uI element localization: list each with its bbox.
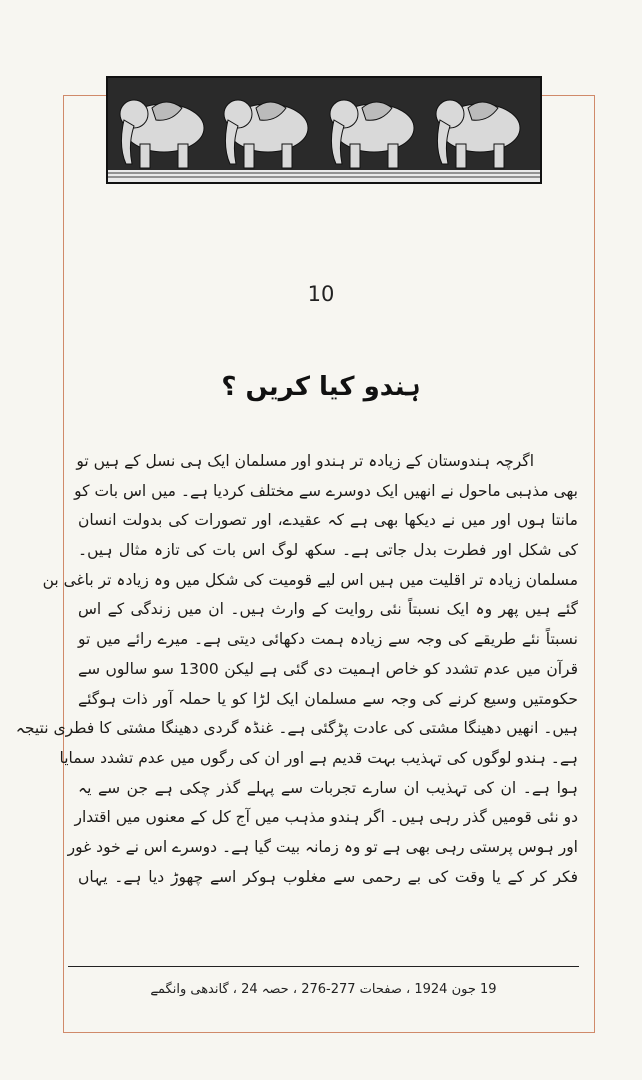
elephant-frieze-banner bbox=[106, 76, 542, 184]
footnote: 19 جون 1924 ، صفحات 277-276 ، حصہ 24 ، گاندھی وانگمے bbox=[150, 982, 497, 997]
text-line: ہے۔ ہندو لوگوں کی تہذیب بہت قدیم ہے اور ان کی رگوں میں عدم تشدد سمایا bbox=[59, 748, 578, 767]
chapter-title: ہندو کیا کریں ؟ bbox=[221, 372, 421, 402]
text-line: ہیں۔ انھیں دھینگا مشتی کی عادت پڑگئی ہے۔ غنڈہ گردی دھینگا مشتی کا فطری نتیجہ bbox=[15, 719, 578, 738]
text-line: قرآن میں عدم تشدد کو خاص اہمیت دی گئی ہے لیکن 1300 سو سالوں سے bbox=[78, 659, 578, 678]
text-line: نسبتاً نئے طریقے کی وجہ سے زیادہ ہمت دکھائی دیتی ہے۔ میرے رائے میں تو bbox=[78, 630, 578, 649]
text-line: مانتا ہوں اور میں نے دیکھا بھی ہے کہ عقیدے، اور تصورات کی بدولت انسان bbox=[78, 511, 578, 530]
text-line: گئے ہیں پھر وہ ایک نسبتاً نئی روایت کے وارث ہیں۔ ان میں زندگی کے اس bbox=[78, 600, 578, 619]
text-line: اور ہوس پرستی رہی بھی ہے تو وہ زمانہ بیت گیا ہے۔ دوسرے اس نے خود غور bbox=[67, 837, 578, 856]
text-line: کی شکل اور فطرت بدل جاتی ہے۔ سکھ لوگ اس بات کی تازہ مثال ہیں۔ bbox=[78, 541, 578, 560]
text-line: ہوا ہے۔ ان کی تہذیب ان سارے تجربات سے پہلے گذر چکی ہے جن سے یہ bbox=[78, 778, 578, 797]
body-text bbox=[15, 447, 578, 892]
text-line: بھی مذہبی ماحول نے انھیں ایک دوسرے سے مختلف کردیا ہے۔ میں اس بات کو bbox=[74, 481, 578, 500]
text-line: دو نئی قومیں گذر رہی ہیں۔ اگر ہندو مذہب میں آج کل کے معنوں میں اقتدار bbox=[74, 808, 578, 827]
elephant-frieze-image bbox=[108, 78, 540, 182]
text-line: حکومتیں وسیع کرنے کی وجہ سے مسلمان ایک لڑا کو یا حملہ آور ذات ہوگئے bbox=[78, 689, 578, 708]
text-line: فکر کر کے یا وقت کی بے رحمی سے مغلوب ہوکر اسے چھوڑ دیا ہے۔ یہاں bbox=[78, 867, 578, 886]
text-line: اگرچہ ہندوستان کے زیادہ تر ہندو اور مسلمان ایک ہی نسل کے ہیں تو bbox=[76, 452, 534, 470]
chapter-number: 10 bbox=[307, 282, 335, 306]
footnote-divider bbox=[68, 966, 579, 967]
text-line: مسلمان زیادہ تر اقلیت میں ہیں اس لیے قومیت کی شکل میں وہ زیادہ تر باغی بن bbox=[42, 570, 578, 589]
